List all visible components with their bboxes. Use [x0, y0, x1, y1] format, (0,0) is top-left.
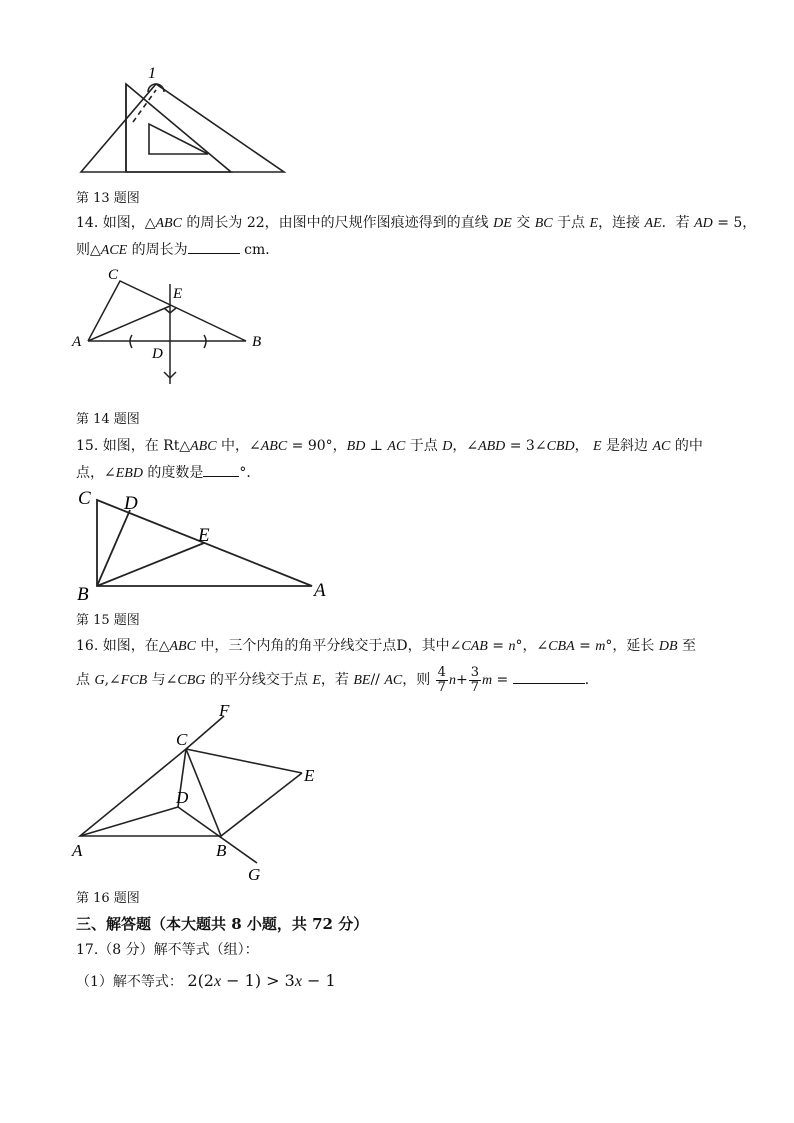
fig13-angle-label: 1 [148, 65, 156, 82]
q15-line1: 15. 如图，在 Rt△ABC 中，∠ABC = 90°，BD ⊥ AC 于点 D，∠ABD = 3∠CBD， E 是斜边 AC 的中 [76, 438, 703, 454]
figure-16 [66, 700, 336, 885]
q14-number: 14. [76, 215, 99, 231]
q16-line1: 16. 如图，在△ABC 中，三个内角的角平分线交于点D，其中∠CAB = n°，∠CBA = m°，延长 DB 至 [76, 638, 696, 654]
fig15-caption: 第 15 题图 [76, 613, 140, 628]
fig13-large-triangle [81, 84, 284, 172]
fig16-label-b: B [216, 841, 227, 860]
section-3-title: 三、解答题（本大题共 8 小题，共 72 分） [76, 915, 369, 933]
figure-14 [66, 266, 276, 391]
q17-expression: 2(2x − 1) > 3x − 1 [187, 971, 336, 990]
figure-15 [74, 486, 336, 604]
fig15-label-c: C [78, 488, 91, 509]
q16-number: 16. [76, 638, 99, 654]
q15-answer-blank[interactable] [203, 462, 239, 477]
q15-number: 15. [76, 438, 99, 454]
fig14-label-b: B [252, 334, 262, 350]
q14-line2: 则△ACE 的周长为 cm． [76, 239, 279, 261]
fig14-label-e: E [173, 286, 183, 302]
fig16-line-ce [186, 749, 302, 773]
q16-line2: 点 G,∠FCB 与∠CBG 的平分线交于点 E，若 BE// AC，则 $\frac{4}{7}$ n+ $\frac{3}{7}$ m = ． [76, 664, 599, 695]
fig16-label-a: A [72, 841, 83, 860]
fig15-label-a: A [314, 580, 326, 601]
fig16-label-g: G [248, 865, 261, 884]
fig16-line-cf [186, 716, 224, 749]
fig16-label-e: E [304, 766, 315, 785]
fig16-line-be [221, 773, 302, 836]
fig16-label-f: F [219, 701, 230, 720]
fig14-line-ae [88, 306, 170, 341]
fig15-label-e: E [198, 525, 210, 546]
q16-answer-blank[interactable] [513, 669, 585, 684]
fig14-label-a: A [72, 334, 82, 350]
fig15-label-b: B [77, 584, 89, 604]
fig16-caption: 第 16 题图 [76, 891, 140, 906]
q17-part1: （1）解不等式： 2(2x − 1) > 3x − 1 [76, 971, 336, 990]
fig15-label-d: D [124, 493, 138, 514]
fig16-label-d: D [176, 788, 189, 807]
fig14-label-c: C [108, 267, 119, 283]
fig16-label-c: C [176, 730, 188, 749]
q16-fraction-3-7: $\frac{3}{7}$ [470, 664, 479, 695]
fig13-set-square [126, 84, 231, 172]
fig16-line-ad [80, 807, 178, 836]
q14-line1: 14. 如图，△ABC 的周长为 22，由图中的尺规作图痕迹得到的直线 DE 交 BC 于点 E，连接 AE．若 AD = 5， [76, 215, 757, 231]
fig14-label-d: D [152, 346, 163, 362]
q14-answer-blank[interactable] [188, 239, 240, 254]
fig13-caption: 第 13 题图 [76, 191, 140, 206]
q17-intro: 17.（8 分）解不等式（组）： [76, 942, 259, 958]
figure-13 [76, 62, 291, 180]
fig14-caption: 第 14 题图 [76, 412, 140, 427]
q16-fraction-4-7: $\frac{4}{7}$ [437, 664, 446, 695]
q17-number: 17. [76, 942, 99, 958]
q15-line2: 点，∠EBD 的度数是 °． [76, 462, 260, 484]
